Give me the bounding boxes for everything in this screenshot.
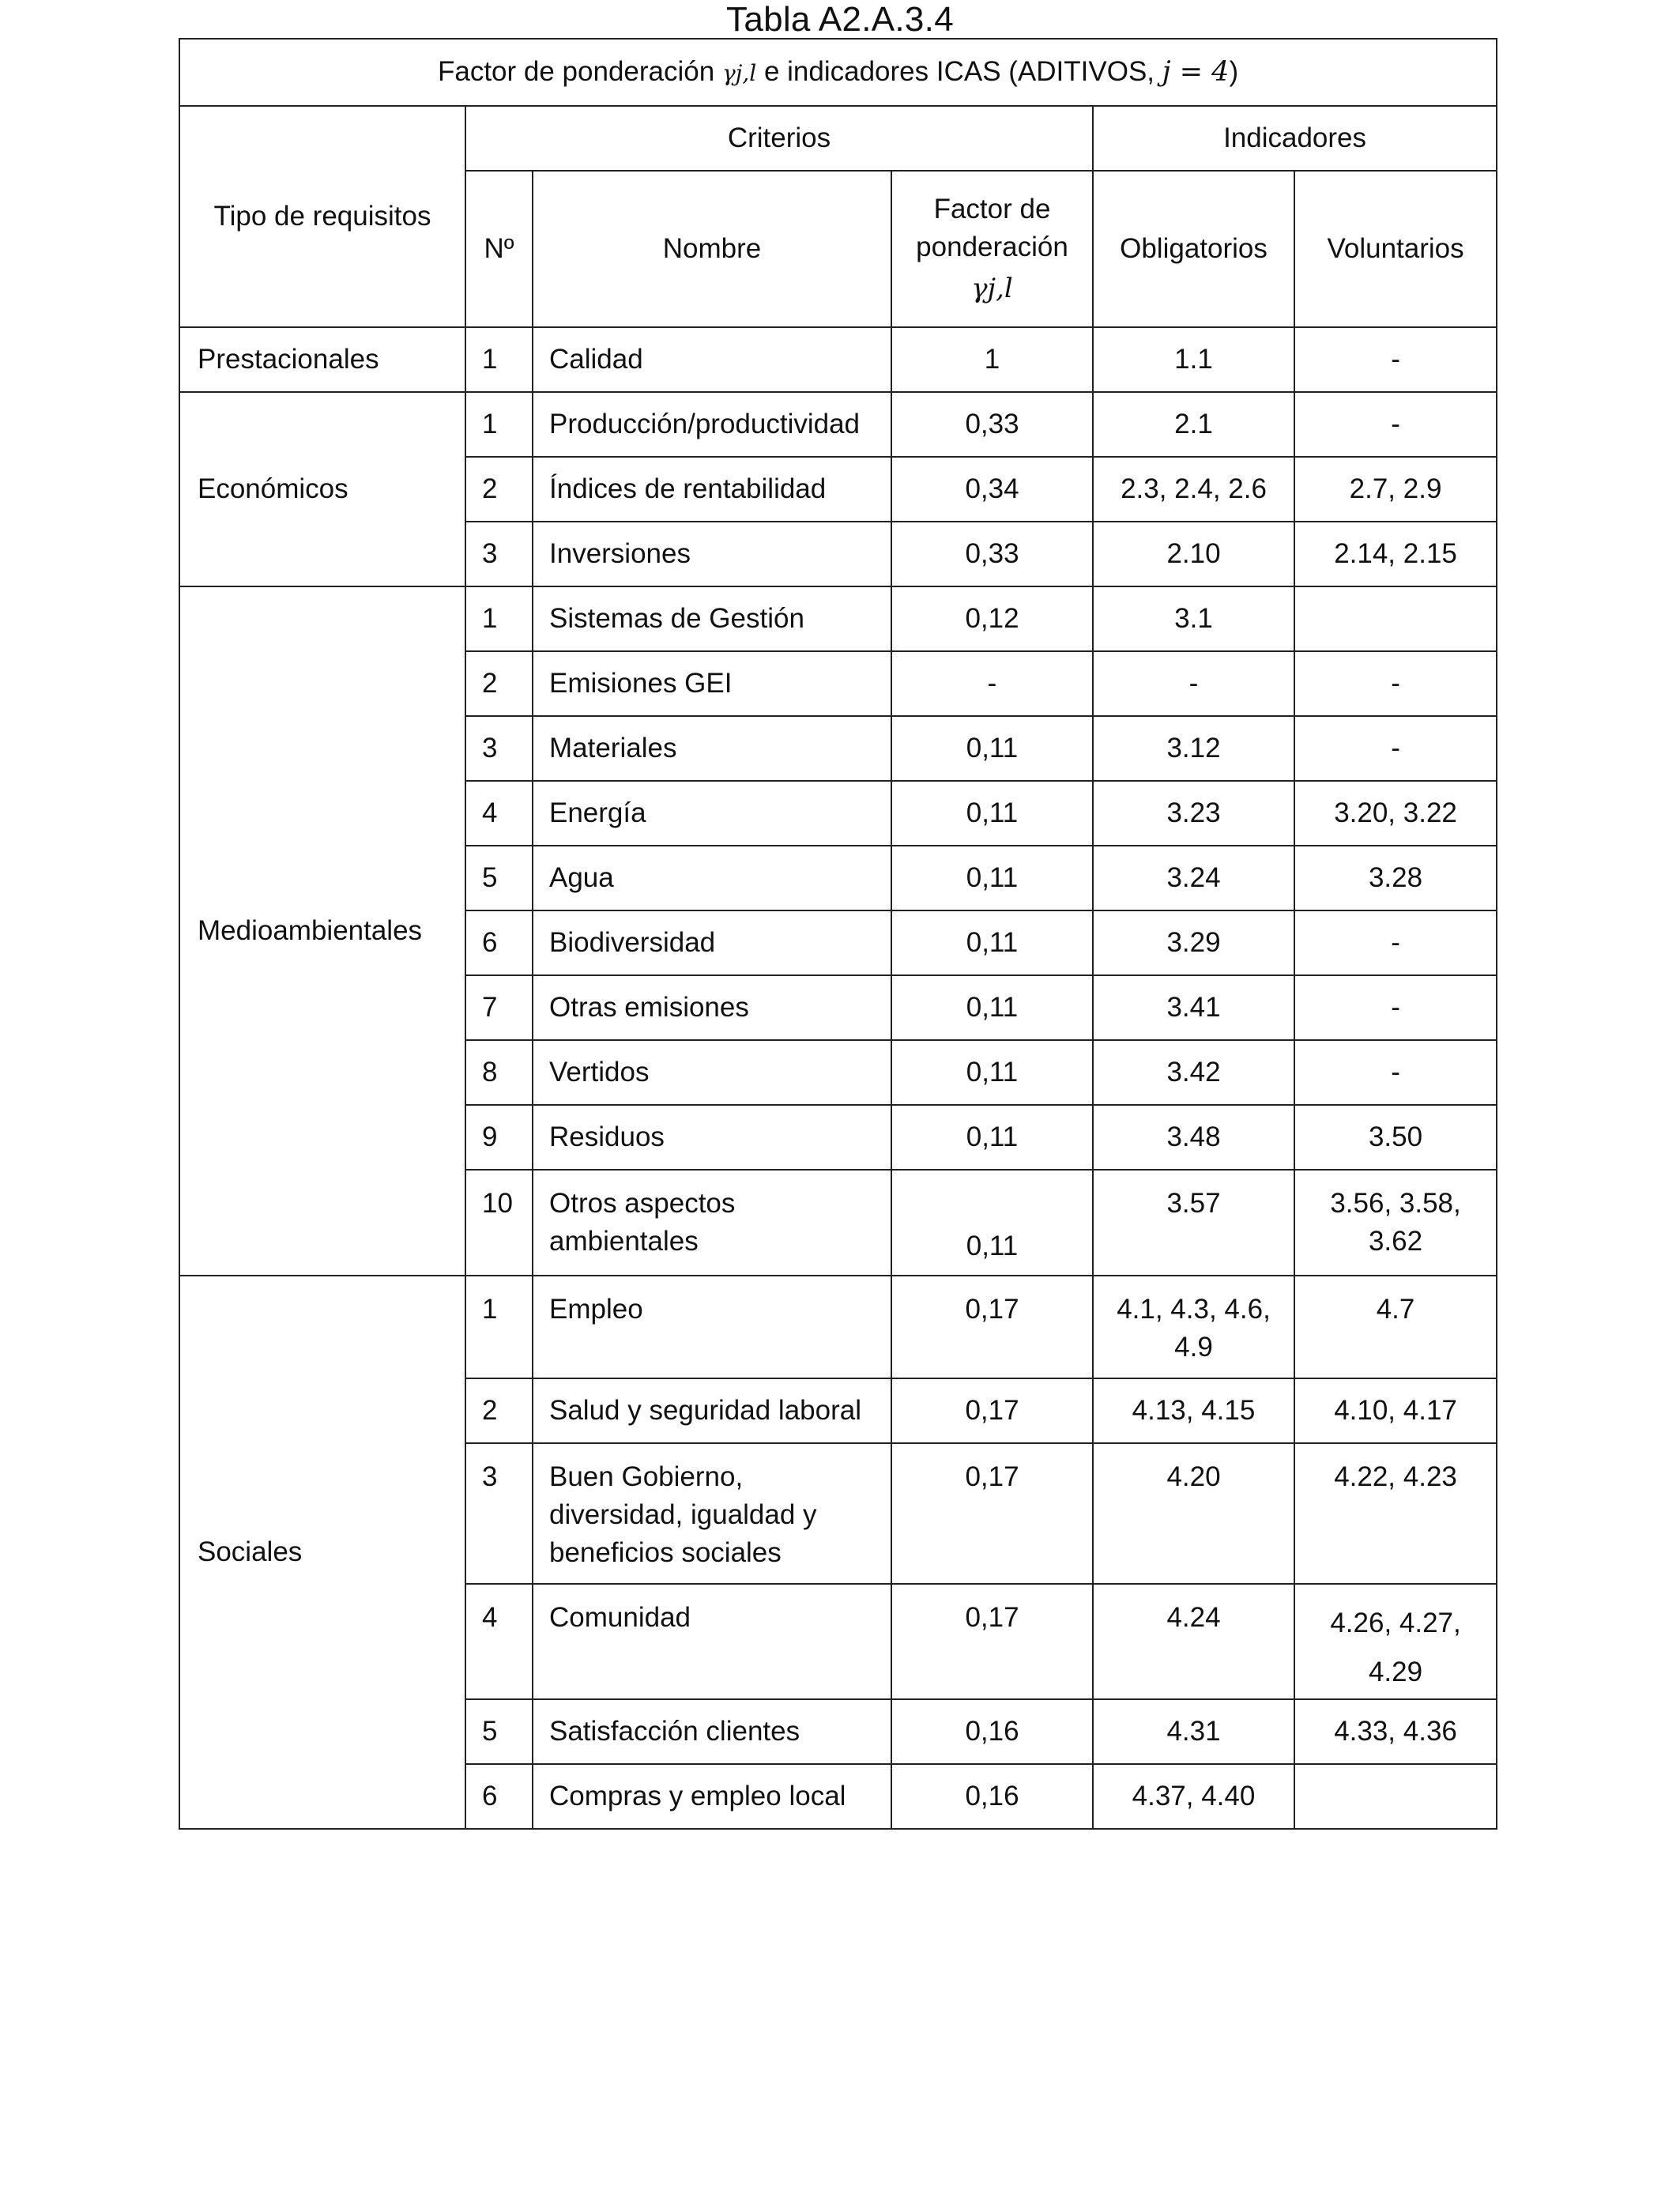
row-number-cell: 3 bbox=[465, 716, 533, 781]
mandatory-indicators-cell: 4.20 bbox=[1093, 1443, 1294, 1584]
weighting-factor-cell: 0,11 bbox=[891, 1105, 1093, 1170]
weighting-factor-cell: 0,11 bbox=[891, 975, 1093, 1040]
caption-math: j = 4 bbox=[1162, 55, 1230, 88]
weighting-factor-cell: 0,11 bbox=[891, 1170, 1093, 1276]
mandatory-indicators-cell: 3.12 bbox=[1093, 716, 1294, 781]
voluntary-indicators-cell: 2.7, 2.9 bbox=[1294, 457, 1497, 522]
weighting-factor-cell: 0,11 bbox=[891, 716, 1093, 781]
criterion-name-cell: Otras emisiones bbox=[533, 975, 891, 1040]
weighting-factor-cell: 0,11 bbox=[891, 910, 1093, 975]
requirement-type-cell: Económicos bbox=[179, 392, 465, 586]
weighting-factor-cell: 0,12 bbox=[891, 586, 1093, 651]
criterion-name-cell: Emisiones GEI bbox=[533, 651, 891, 716]
criterion-name-cell: Energía bbox=[533, 781, 891, 846]
row-number-cell: 5 bbox=[465, 846, 533, 910]
voluntary-indicators-cell: 4.26, 4.27, 4.29 bbox=[1294, 1584, 1497, 1699]
caption-text-middle: e indicadores ICAS (ADITIVOS, bbox=[756, 55, 1162, 87]
weighting-factor-cell: 0,16 bbox=[891, 1764, 1093, 1829]
requirement-type-cell: Prestacionales bbox=[179, 327, 465, 392]
mandatory-indicators-cell: 4.1, 4.3, 4.6, 4.9 bbox=[1093, 1276, 1294, 1378]
weighting-factor-cell: 0,17 bbox=[891, 1378, 1093, 1443]
row-number-cell: 2 bbox=[465, 1378, 533, 1443]
weighting-factor-cell: 0,16 bbox=[891, 1699, 1093, 1764]
weighting-factor-cell: 0,11 bbox=[891, 781, 1093, 846]
mandatory-indicators-cell: 3.42 bbox=[1093, 1040, 1294, 1105]
weighting-factor-cell: 0,33 bbox=[891, 392, 1093, 457]
weighting-factor-cell: 0,11 bbox=[891, 1040, 1093, 1105]
criterion-name-cell: Residuos bbox=[533, 1105, 891, 1170]
voluntary-indicators-cell: - bbox=[1294, 327, 1497, 392]
voluntary-indicators-cell: - bbox=[1294, 651, 1497, 716]
voluntary-indicators-cell: 4.7 bbox=[1294, 1276, 1497, 1378]
voluntary-indicators-cell bbox=[1294, 586, 1497, 651]
caption-text-before: Factor de ponderación bbox=[437, 55, 722, 87]
row-number-cell: 10 bbox=[465, 1170, 533, 1276]
criterion-name-cell: Producción/productividad bbox=[533, 392, 891, 457]
requirement-type-cell: Sociales bbox=[179, 1276, 465, 1829]
voluntary-indicators-cell: 4.22, 4.23 bbox=[1294, 1443, 1497, 1584]
row-number-cell: 9 bbox=[465, 1105, 533, 1170]
mandatory-indicators-cell: 4.31 bbox=[1093, 1699, 1294, 1764]
row-number-cell: 1 bbox=[465, 1276, 533, 1378]
weighting-factor-cell: 0,17 bbox=[891, 1276, 1093, 1378]
header-factor bbox=[891, 171, 1093, 327]
criterion-name-cell: Índices de rentabilidad bbox=[533, 457, 891, 522]
mandatory-indicators-cell: 3.24 bbox=[1093, 846, 1294, 910]
mandatory-indicators-cell: 4.13, 4.15 bbox=[1093, 1378, 1294, 1443]
criterion-name-cell: Inversiones bbox=[533, 522, 891, 586]
row-number-cell: 3 bbox=[465, 522, 533, 586]
row-number-cell: 6 bbox=[465, 910, 533, 975]
header-voluntarios: Voluntarios bbox=[1294, 171, 1497, 327]
mandatory-indicators-cell: 3.48 bbox=[1093, 1105, 1294, 1170]
row-number-cell: 2 bbox=[465, 651, 533, 716]
header-obligatorios: Obligatorios bbox=[1093, 171, 1294, 327]
row-number-cell: 1 bbox=[465, 327, 533, 392]
criterion-name-cell: Otros aspectos ambientales bbox=[533, 1170, 891, 1276]
mandatory-indicators-cell: 2.10 bbox=[1093, 522, 1294, 586]
criterion-name-cell: Agua bbox=[533, 846, 891, 910]
voluntary-indicators-cell: - bbox=[1294, 975, 1497, 1040]
voluntary-indicators-cell bbox=[1294, 1764, 1497, 1829]
criterion-name-cell: Salud y seguridad laboral bbox=[533, 1378, 891, 1443]
header-tipo: Tipo de requisitos bbox=[179, 106, 465, 327]
mandatory-indicators-cell: 3.23 bbox=[1093, 781, 1294, 846]
voluntary-indicators-cell: - bbox=[1294, 716, 1497, 781]
criterion-name-cell: Compras y empleo local bbox=[533, 1764, 891, 1829]
table-row bbox=[179, 392, 1497, 457]
caption-text-after: ) bbox=[1229, 55, 1239, 87]
criterion-name-cell: Sistemas de Gestión bbox=[533, 586, 891, 651]
voluntary-indicators-cell: 3.50 bbox=[1294, 1105, 1497, 1170]
header-factor-label: Factor de ponderación bbox=[916, 194, 1068, 262]
weighting-factor-cell: 0,33 bbox=[891, 522, 1093, 586]
header-gamma-symbol: γj,l bbox=[971, 273, 1013, 304]
voluntary-indicators-cell: 3.20, 3.22 bbox=[1294, 781, 1497, 846]
voluntary-indicators-cell: - bbox=[1294, 392, 1497, 457]
voluntary-indicators-cell: - bbox=[1294, 1040, 1497, 1105]
table-body bbox=[179, 327, 1497, 1829]
row-number-cell: 4 bbox=[465, 781, 533, 846]
row-number-cell: 1 bbox=[465, 392, 533, 457]
criterion-name-cell: Satisfacción clientes bbox=[533, 1699, 891, 1764]
header-nombre: Nombre bbox=[533, 171, 891, 327]
voluntary-indicators-cell: 4.33, 4.36 bbox=[1294, 1699, 1497, 1764]
criterion-name-cell: Calidad bbox=[533, 327, 891, 392]
mandatory-indicators-cell: 3.57 bbox=[1093, 1170, 1294, 1276]
voluntary-indicators-cell: 3.56, 3.58, 3.62 bbox=[1294, 1170, 1497, 1276]
caption-gamma-symbol: γj,l bbox=[721, 59, 757, 86]
weighting-factor-cell: 0,34 bbox=[891, 457, 1093, 522]
row-number-cell: 2 bbox=[465, 457, 533, 522]
mandatory-indicators-cell: 1.1 bbox=[1093, 327, 1294, 392]
voluntary-indicators-cell: 2.14, 2.15 bbox=[1294, 522, 1497, 586]
row-number-cell: 4 bbox=[465, 1584, 533, 1699]
voluntary-indicators-cell: 4.10, 4.17 bbox=[1294, 1378, 1497, 1443]
mandatory-indicators-cell: - bbox=[1093, 651, 1294, 716]
mandatory-indicators-cell: 2.1 bbox=[1093, 392, 1294, 457]
mandatory-indicators-cell: 4.24 bbox=[1093, 1584, 1294, 1699]
table-row bbox=[179, 586, 1497, 651]
row-number-cell: 5 bbox=[465, 1699, 533, 1764]
row-number-cell: 8 bbox=[465, 1040, 533, 1105]
mandatory-indicators-cell: 3.1 bbox=[1093, 586, 1294, 651]
weighting-factor-cell: 0,17 bbox=[891, 1443, 1093, 1584]
table-row bbox=[179, 327, 1497, 392]
row-number-cell: 3 bbox=[465, 1443, 533, 1584]
table-caption bbox=[179, 39, 1497, 106]
weighting-table bbox=[179, 38, 1497, 1830]
header-indicadores: Indicadores bbox=[1093, 106, 1497, 171]
criterion-name-cell: Vertidos bbox=[533, 1040, 891, 1105]
mandatory-indicators-cell: 3.29 bbox=[1093, 910, 1294, 975]
table-row bbox=[179, 1276, 1497, 1378]
row-number-cell: 7 bbox=[465, 975, 533, 1040]
voluntary-indicators-cell: - bbox=[1294, 910, 1497, 975]
mandatory-indicators-cell: 2.3, 2.4, 2.6 bbox=[1093, 457, 1294, 522]
mandatory-indicators-cell: 3.41 bbox=[1093, 975, 1294, 1040]
weighting-factor-cell: 1 bbox=[891, 327, 1093, 392]
weighting-factor-cell: - bbox=[891, 651, 1093, 716]
criterion-name-cell: Biodiversidad bbox=[533, 910, 891, 975]
table-title: Tabla A2.A.3.4 bbox=[726, 0, 954, 39]
header-no: Nº bbox=[465, 171, 533, 327]
criterion-name-cell: Empleo bbox=[533, 1276, 891, 1378]
row-number-cell: 1 bbox=[465, 586, 533, 651]
weighting-factor-cell: 0,17 bbox=[891, 1584, 1093, 1699]
criterion-name-cell: Comunidad bbox=[533, 1584, 891, 1699]
requirement-type-cell: Medioambientales bbox=[179, 586, 465, 1276]
header-criterios: Criterios bbox=[465, 106, 1093, 171]
weighting-factor-cell: 0,11 bbox=[891, 846, 1093, 910]
row-number-cell: 6 bbox=[465, 1764, 533, 1829]
criterion-name-cell: Materiales bbox=[533, 716, 891, 781]
mandatory-indicators-cell: 4.37, 4.40 bbox=[1093, 1764, 1294, 1829]
voluntary-indicators-cell: 3.28 bbox=[1294, 846, 1497, 910]
criterion-name-cell: Buen Gobierno, diversidad, igualdad y beneficios sociales bbox=[533, 1443, 891, 1584]
